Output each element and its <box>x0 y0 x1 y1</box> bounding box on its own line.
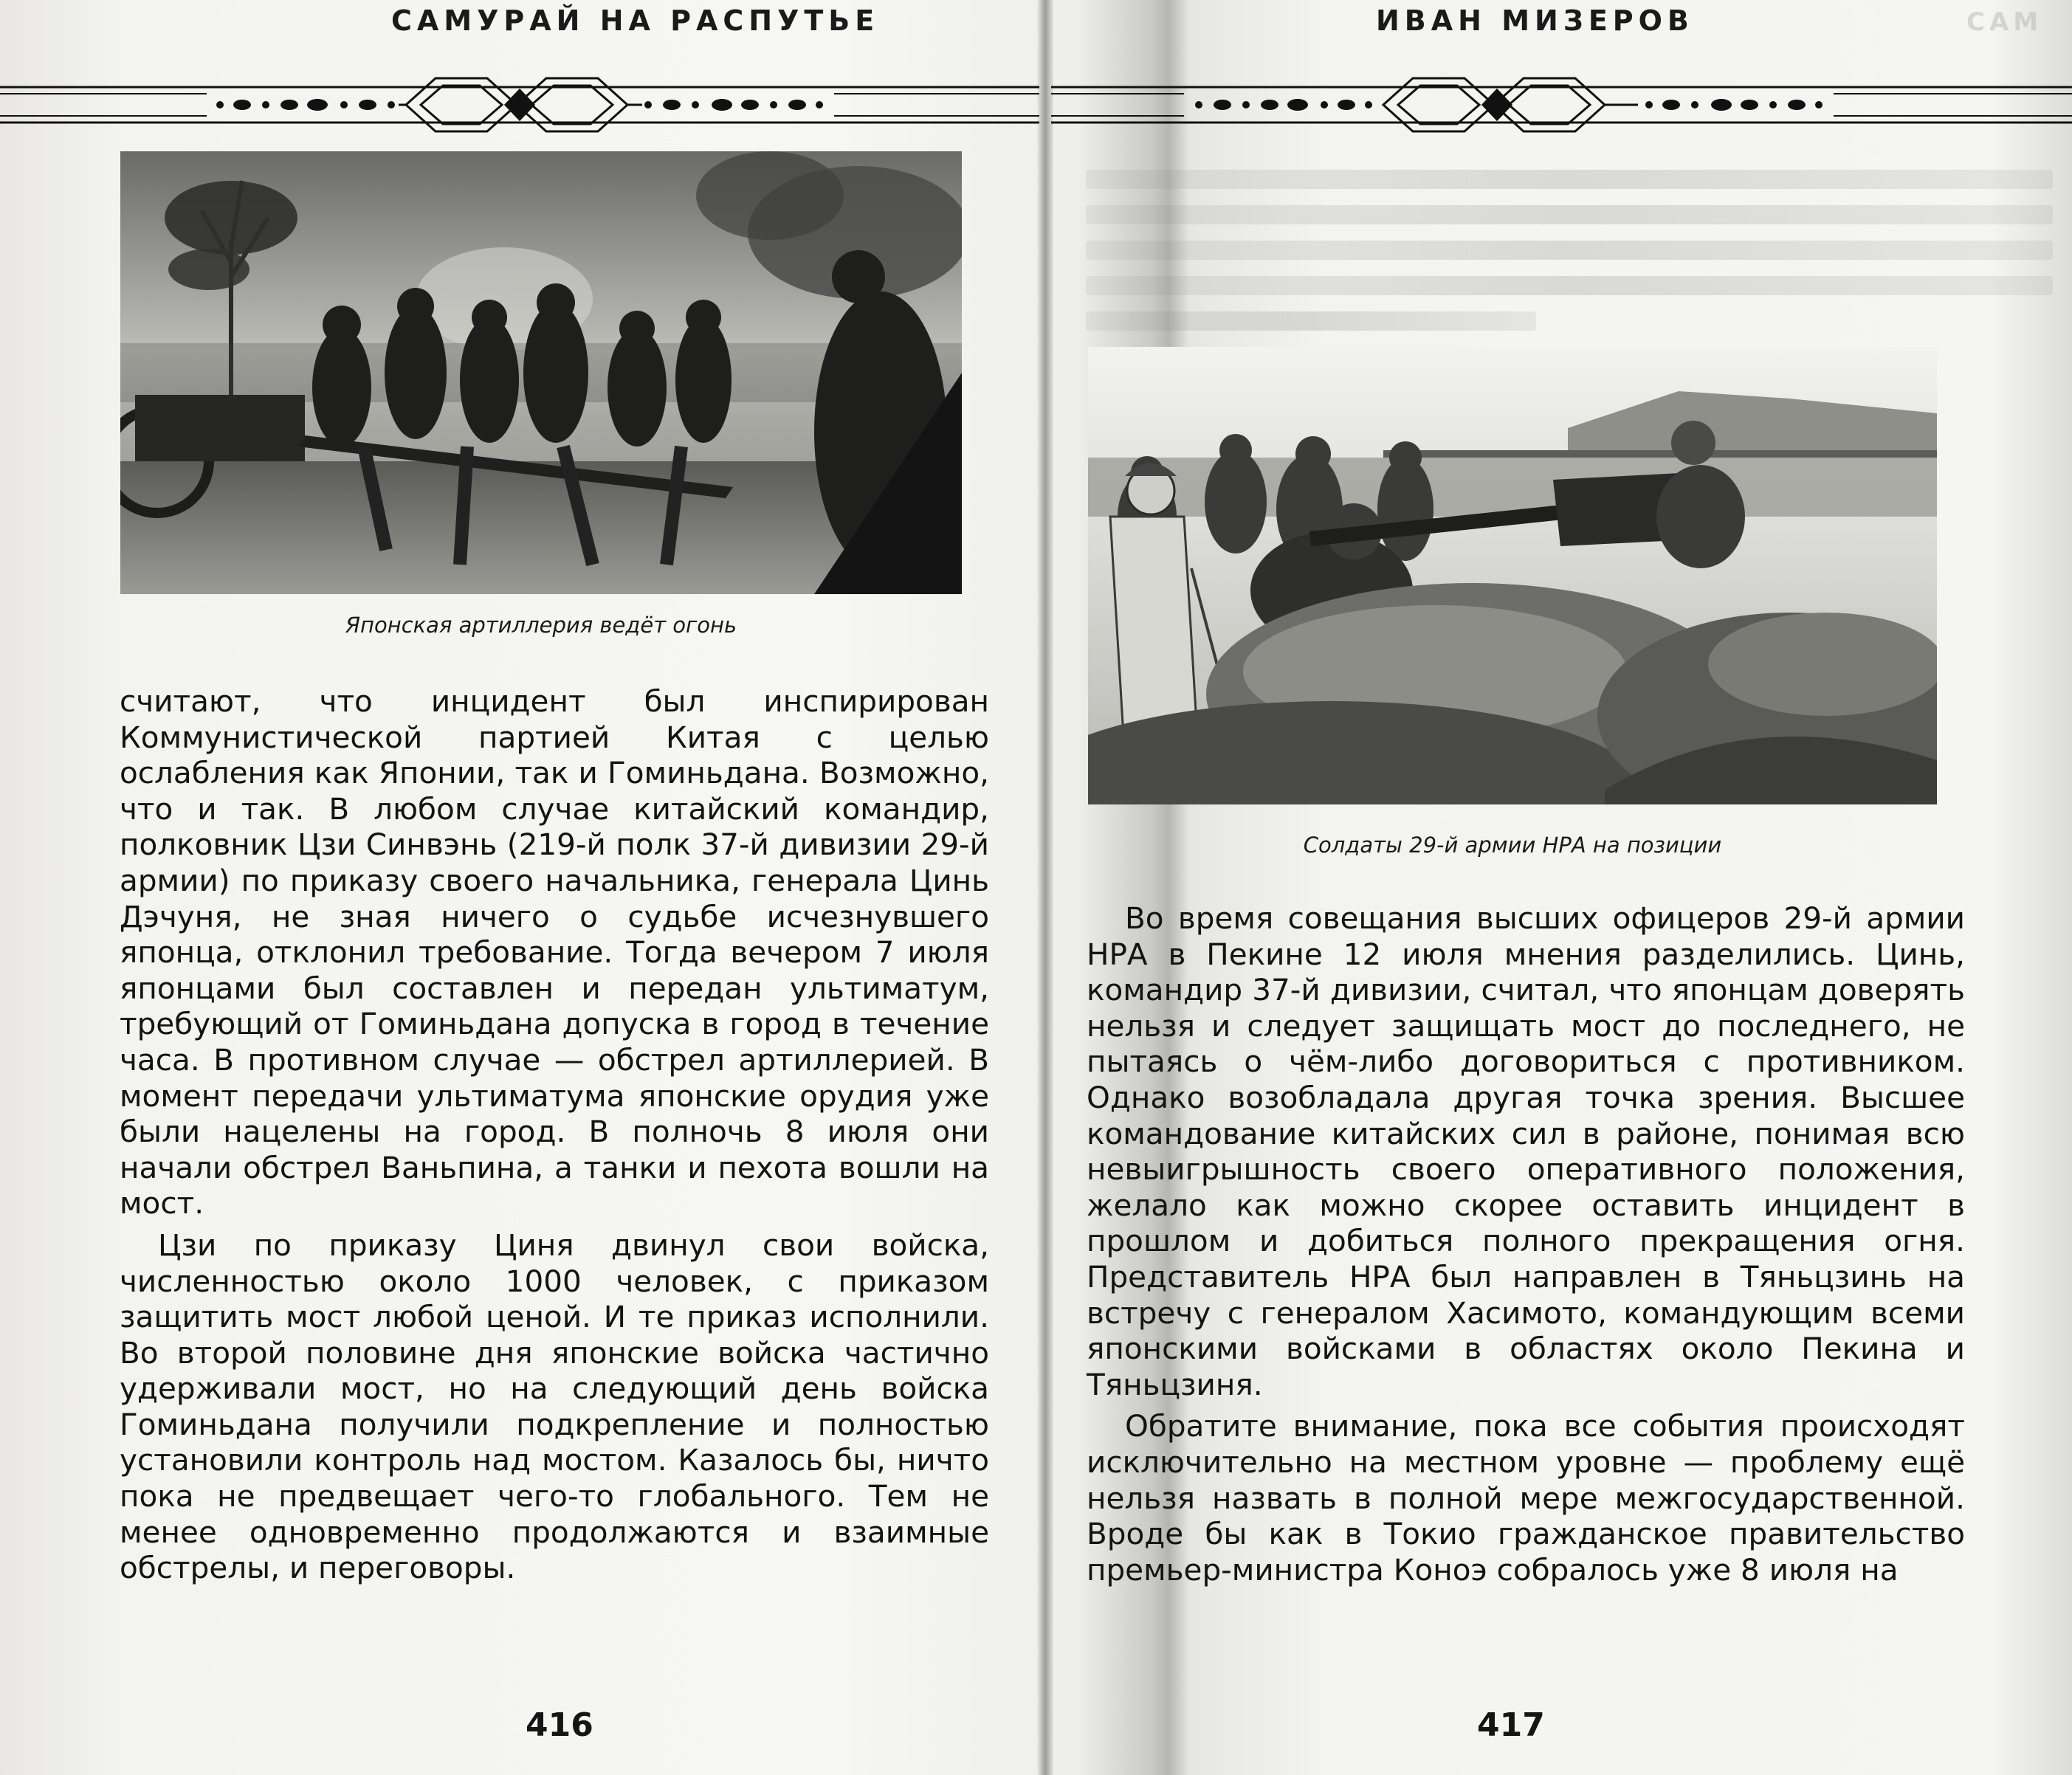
paragraph: Обратите внимание, пока все события происходят исключительно на местном уровне — проблему ещё нельзя назвать в полной мере межгосударственной. Вроде бы как в Токио гражданское правительство премьер-министра Коноэ собралось уже 8 июля на <box>1087 1408 1965 1588</box>
ornament-divider-icon <box>1051 68 2072 142</box>
photo-caption-right: Солдаты 29-й армии НРА на позиции <box>1303 833 1722 858</box>
show-through-head: САМ <box>1966 7 2043 37</box>
artillery-photo <box>120 151 962 594</box>
page-number-right: 417 <box>1477 1706 1545 1744</box>
show-through-text <box>1086 170 2053 340</box>
photo-caption-left: Японская артиллерия ведёт огонь <box>345 613 737 638</box>
paragraph: считают, что инцидент был инспирирован Коммунистической партией Китая с целью ослабления как Японии, так и Гоминьдана. Возможно, что и так. В любом случае китайский командир, полковник Цзи Синвэнь (219-й полк 37-й дивизии 29-й армии) по приказу своего начальника, генерала Цинь Дэчуня, не зная ничего о судьбе исчезнувшего японца, отклонил требование. Тогда вечером 7 июля японцами был составлен и передан ультиматум, требующий от Гоминьдана допуска в город в течение часа. В противном случае — обстрел артиллерией. В момент передачи ультиматума японские орудия уже были нацелены на город. В полночь 8 июля они начали обстрел Ваньпина, а танки и пехота вошли на мост. <box>120 683 989 1221</box>
body-text-right <box>1087 900 1965 1588</box>
running-head-left: САМУРАЙ НА РАСПУТЬЕ <box>391 4 880 37</box>
soldiers-photo <box>1088 347 1937 804</box>
right-page <box>1051 0 2072 1775</box>
body-text-left <box>120 683 989 1586</box>
paragraph: Во время совещания высших офицеров 29-й армии НРА в Пекине 12 июля мнения разделились. Цинь, командир 37-й дивизии, считал, что японцам доверять нельзя и следует защищать мост до последнего, не пытаясь о чём-либо договориться с противником. Однако возобладала другая точка зрения. Высшее командование китайских сил в районе, понимая всю невыигрышность своего оперативного положения, желало как можно скорее оставить инцидент в прошлом и добиться полного прекращения огня. Представитель НРА был направлен в Тяньцзинь на встречу с генералом Хасимото, командующим всеми японскими войсками в областях около Пекина и Тяньцзиня. <box>1087 900 1965 1402</box>
ornament-divider-icon <box>0 68 1039 142</box>
paragraph: Цзи по приказу Циня двинул свои войска, численностью около 1000 человек, с приказом защитить мост любой ценой. И те приказ исполнили. Во второй половине дня японские войска частично удерживали мост, но на следующий день войска Гоминьдана получили подкрепление и полностью установили контроль над мостом. Казалось бы, ничто пока не предвещает чего-то глобального. Тем не менее одновременно продолжаются и взаимные обстрелы, и переговоры. <box>120 1227 989 1586</box>
running-head-right: ИВАН МИЗЕРОВ <box>1376 4 1694 37</box>
page-number-left: 416 <box>526 1706 593 1744</box>
